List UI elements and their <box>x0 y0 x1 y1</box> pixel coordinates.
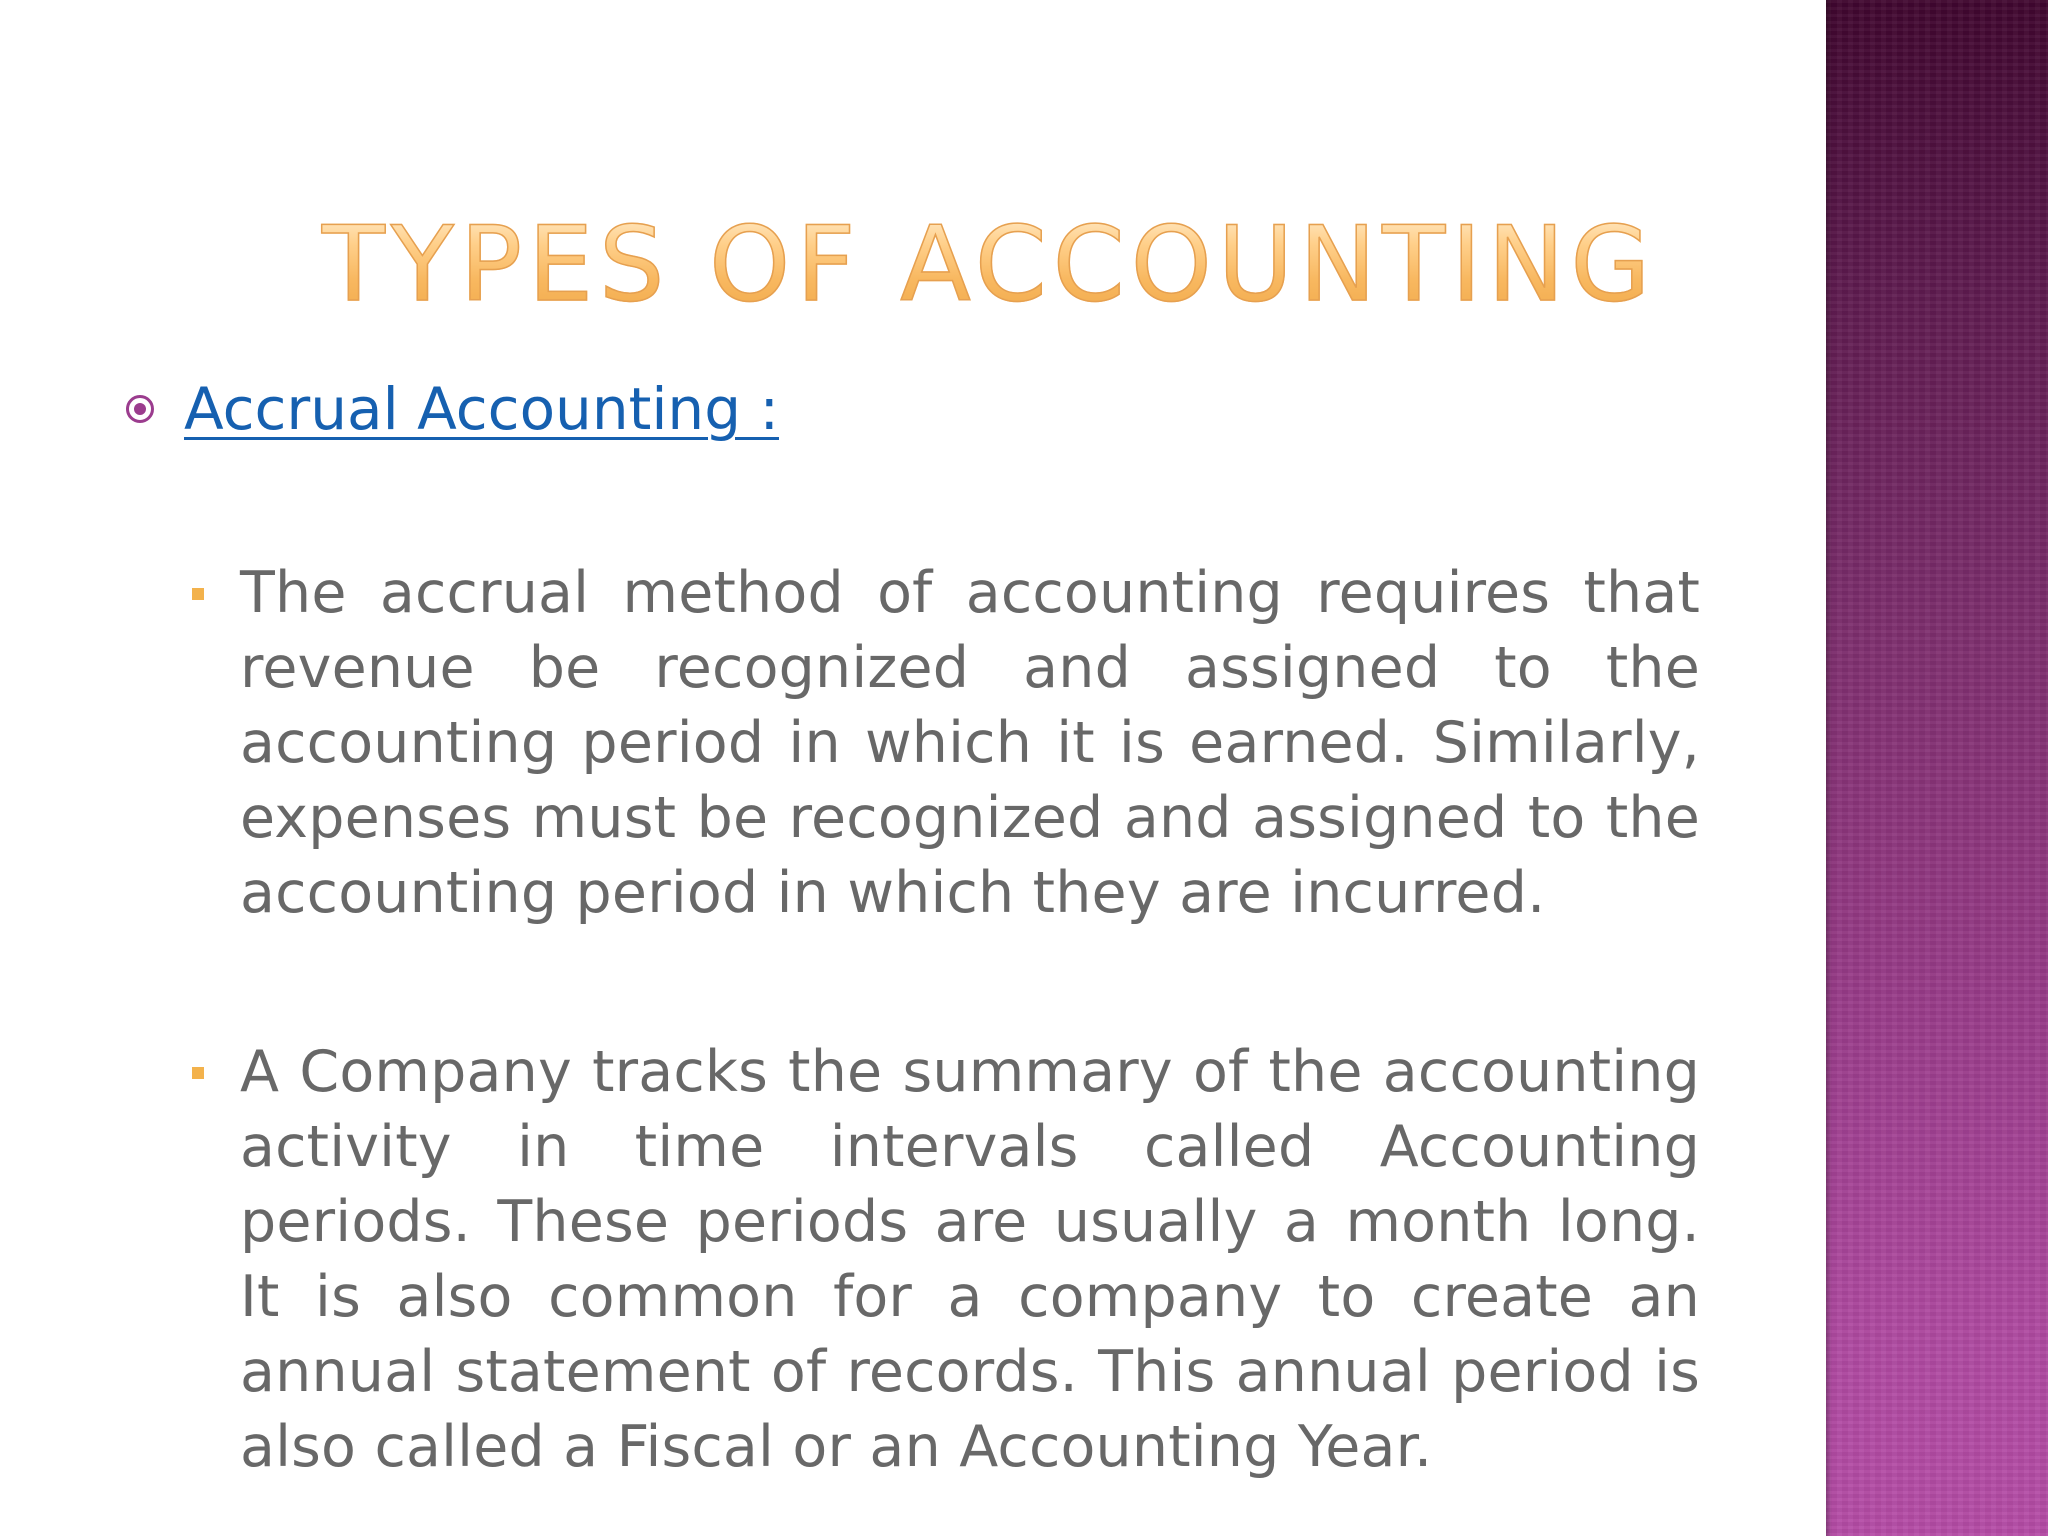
accrual-accounting-heading <box>126 374 779 444</box>
slide-title: TYPES OF ACCOUNTING <box>322 205 1657 325</box>
bullet-text-1: The accrual method of accounting requires that revenue be recognized and assigned to the accounting period in which it is earned. Similarly, expenses must be recognized and assigned to the accounting period in which they are incurred. <box>240 560 1700 926</box>
square-bullet-icon <box>192 588 204 600</box>
square-bullet-icon <box>192 1067 204 1079</box>
decorative-side-band <box>1826 0 2048 1536</box>
target-bullet-icon <box>126 395 154 423</box>
accrual-accounting-link[interactable]: Accrual Accounting : <box>184 375 779 443</box>
bullet-item-1 <box>192 556 1702 931</box>
bullet-item-2 <box>192 1035 1702 1485</box>
side-band-texture <box>1826 0 2048 1536</box>
bullet-text-2: A Company tracks the summary of the accounting activity in time intervals called Accounting periods. These periods are usually a month long. It is also common for a company to create an annual statement of records. This annual period is also called a Fiscal or an Accounting Year. <box>240 1039 1700 1480</box>
side-band-shadow <box>1826 0 1832 1536</box>
